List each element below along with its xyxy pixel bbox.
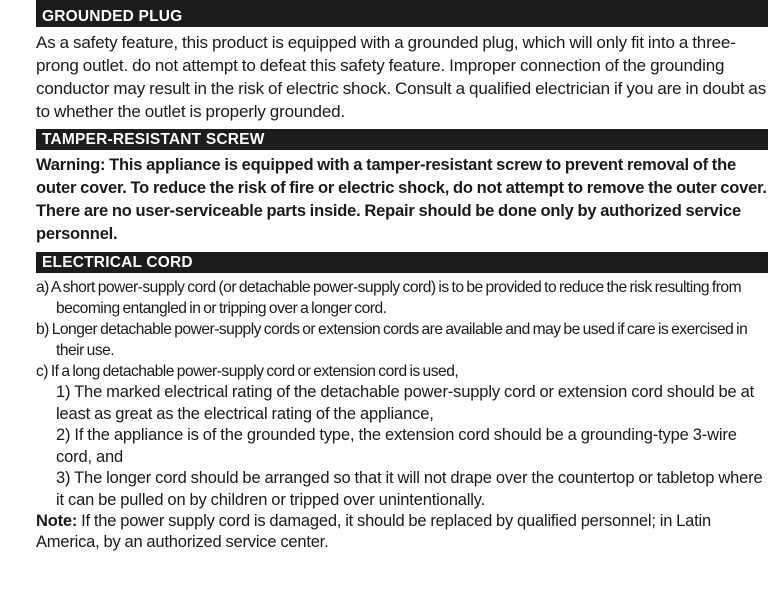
list-item: c) If a long detachable power-supply cord or extension cord is used, <box>36 363 459 380</box>
document-page <box>36 0 768 553</box>
note-text: If the power supply cord is damaged, it should be replaced by qualified personnel; in Latin America, by an authorized service center. <box>36 512 711 551</box>
electrical-cord-list <box>36 277 768 382</box>
section-header-electrical-cord: ELECTRICAL CORD <box>36 252 768 273</box>
cord-note <box>36 511 768 553</box>
electrical-cord-sublist <box>36 382 768 511</box>
sub-list-item: 1) The marked electrical rating of the detachable power-supply cord or extension cord should be at least as great as the electrical rating of the appliance, <box>56 383 755 423</box>
sub-list-item: 3) The longer cord should be arranged so that it will not drape over the countertop or tabletop where it can be pulled on by children or tripped over unintentionally. <box>56 469 763 509</box>
sub-list-item: 2) If the appliance is of the grounded type, the extension cord should be a grounding-type 3-wire cord, and <box>56 426 737 466</box>
note-label: Note: <box>36 512 78 530</box>
grounded-plug-text: As a safety feature, this product is equipped with a grounded plug, which will only fit into a three-prong outlet. do not attempt to defeat this safety feature. Improper connection of the grounding conductor may result in the risk of electric shock. Consult a qualified electrician if you are in doubt as to whether the outlet is properly grounded. <box>36 33 767 121</box>
list-item: a) A short power-supply cord (or detachable power-supply cord) is to be provided to reduce the risk resulting from becoming entangled in or tripping over a longer cord. <box>36 279 742 317</box>
section-header-tamper-resistant-screw: TAMPER-RESISTANT SCREW <box>36 129 768 150</box>
section-header-grounded-plug: GROUNDED PLUG <box>36 6 768 27</box>
list-item: b) Longer detachable power-supply cords or extension cords are available and may be used if care is exercised in their use. <box>36 321 748 359</box>
tamper-resistant-warning-text: Warning: This appliance is equipped with a tamper-resistant screw to prevent removal of the outer cover. To reduce the risk of fire or electric shock, do not attempt to remove the outer cover. There are no user-serviceable parts inside. Repair should be done only by authorized service personnel. <box>36 156 767 243</box>
